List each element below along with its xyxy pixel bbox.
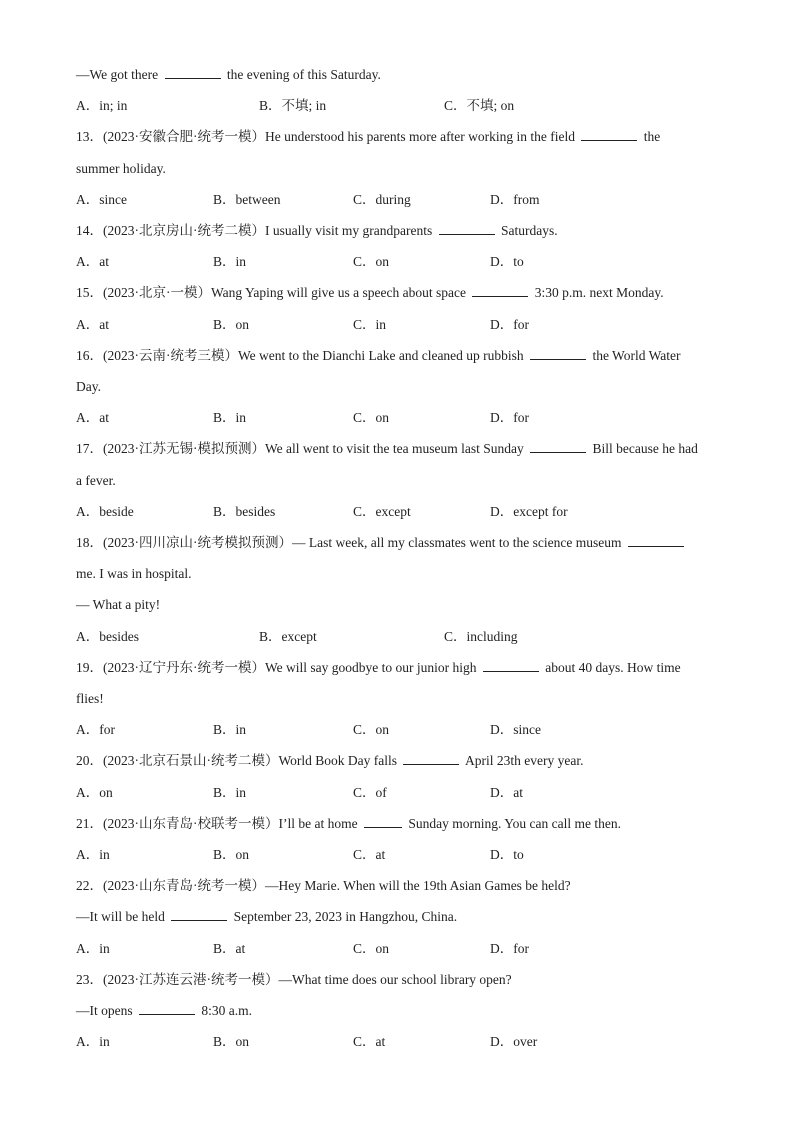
text-line [76,970,718,990]
option-b: B．on [213,1034,250,1050]
text-segment: 15．(2023·北京·一模）Wang Yaping will give us a speech about space [76,285,470,301]
option-a: A．beside [76,503,134,519]
text-line [76,533,718,553]
text-segment: 3:30 p.m. next Monday. [531,285,664,301]
option-d: D．to [490,847,524,862]
text-segment: the [640,129,661,145]
text-segment: — What a pity! [76,597,161,613]
option-a: A．since [76,191,127,207]
option-d: D．since [490,722,541,738]
options-row [76,720,718,740]
option-b: B．at [213,940,246,956]
text-segment: —It opens [76,1003,136,1018]
text-segment: 23．(2023·江苏连云港·统考一模）—What time does our school library open? [76,971,512,987]
text-line [76,751,718,771]
text-line [76,65,718,85]
option-b: B．in [213,254,247,270]
options-row [76,627,718,647]
text-segment: me. I was in hospital. [76,566,192,582]
option-a: A．at [76,254,109,270]
text-segment: 18．(2023·四川凉山·统考模拟预测）— Last week, all my classmates went to the science museum [76,535,625,550]
text-segment: —It will be held [76,909,169,925]
options-row [76,845,718,865]
text-segment: Sunday morning. You can call me then. [404,815,621,831]
text-segment: Day. [76,379,101,394]
option-a: A．in [76,1034,110,1050]
option-b: B．不填; in [259,98,327,114]
text-segment: 20．(2023·北京石景山·统考二模）World Book Day falls [76,753,401,769]
option-c: C．on [353,940,390,956]
options-row [76,939,718,959]
text-line [76,127,718,147]
text-segment: 16．(2023·云南·统考三模）We went to the Dianchi Lake and cleaned up rubbish [76,347,528,363]
options-row [76,1032,718,1052]
options-row [76,502,718,522]
option-c: C．except [353,503,411,519]
text-segment: 19．(2023·辽宁丹东·统考一模）We will say goodbye to our junior high [76,659,480,675]
answer-blank [483,658,539,672]
options-row [76,252,718,272]
text-segment: Bill because he had [589,441,698,457]
text-segment: September 23, 2023 in Hangzhou, China. [230,909,458,925]
option-c: C．at [353,1034,386,1050]
options-row [76,783,718,803]
option-d: D．for [490,316,529,332]
option-a: A．in; in [76,98,128,114]
answer-blank [139,1001,195,1015]
options-row [76,96,718,116]
option-d: D．for [490,940,529,956]
option-b: B．except [259,628,317,644]
option-d: D．for [490,410,529,426]
option-d: D．over [490,1034,538,1050]
text-line [76,283,718,303]
answer-blank [530,439,586,453]
text-line [76,346,718,366]
option-c: C．during [353,191,411,207]
option-c: C．including [444,628,518,644]
option-b: B．besides [213,503,276,519]
answer-blank [171,907,227,921]
option-c: C．不填; on [444,98,515,114]
options-row [76,190,718,210]
text-segment: 22．(2023·山东青岛·统考一模）—Hey Marie. When will the 19th Asian Games be held? [76,878,571,894]
text-line [76,689,718,709]
text-segment: 8:30 a.m. [198,1003,252,1018]
text-line [76,159,718,179]
option-b: B．between [213,191,281,207]
option-d: D．to [490,254,524,270]
option-d: D．except for [490,503,568,519]
text-line [76,377,718,397]
option-d: D．at [490,784,523,800]
text-segment: a fever. [76,472,116,488]
option-c: C．at [353,847,386,862]
answer-blank [403,751,459,765]
answer-blank [530,346,586,360]
option-b: B．in [213,410,247,426]
option-c: C．on [353,254,390,270]
text-segment: summer holiday. [76,160,166,176]
option-b: B．in [213,722,247,738]
option-b: B．on [213,847,250,862]
option-a: A．in [76,847,110,862]
answer-blank [165,65,221,79]
text-line [76,439,718,459]
text-segment: Saturdays. [497,223,558,238]
answer-blank [472,283,528,297]
text-segment: 13．(2023·安徽合肥·统考一模）He understood his parents more after working in the field [76,129,579,145]
option-b: B．on [213,316,250,332]
option-a: A．on [76,784,113,800]
text-line [76,658,718,678]
text-line [76,595,718,615]
option-a: A．in [76,940,110,956]
answer-blank [439,221,495,235]
option-a: A．at [76,316,109,332]
option-b: B．in [213,784,247,800]
text-line [76,814,718,834]
answer-blank [364,814,402,828]
text-line [76,564,718,584]
option-c: C．on [353,722,390,738]
text-line [76,221,718,241]
option-c: C．of [353,784,387,800]
answer-blank [581,127,637,141]
text-segment: the evening of this Saturday. [223,67,381,82]
option-a: A．at [76,410,109,426]
text-segment: flies! [76,691,104,706]
text-line [76,471,718,491]
text-segment: the World Water [589,347,681,363]
answer-blank [628,533,684,547]
text-line [76,1001,718,1021]
text-segment: —We got there [76,67,162,82]
option-d: D．from [490,191,540,207]
text-segment: about 40 days. How time [541,659,681,675]
option-a: A．besides [76,628,139,644]
text-segment: 17．(2023·江苏无锡·模拟预测）We all went to visit the tea museum last Sunday [76,441,528,457]
options-row [76,315,718,335]
option-c: C．on [353,410,390,426]
text-line [76,876,718,896]
options-row [76,408,718,428]
option-c: C．in [353,316,387,332]
text-segment: 21．(2023·山东青岛·校联考一模）I’ll be at home [76,815,361,831]
text-segment: April 23th every year. [462,753,584,769]
option-a: A．for [76,722,115,738]
text-segment: 14．(2023·北京房山·统考二模）I usually visit my grandparents [76,223,436,238]
text-line [76,907,718,927]
